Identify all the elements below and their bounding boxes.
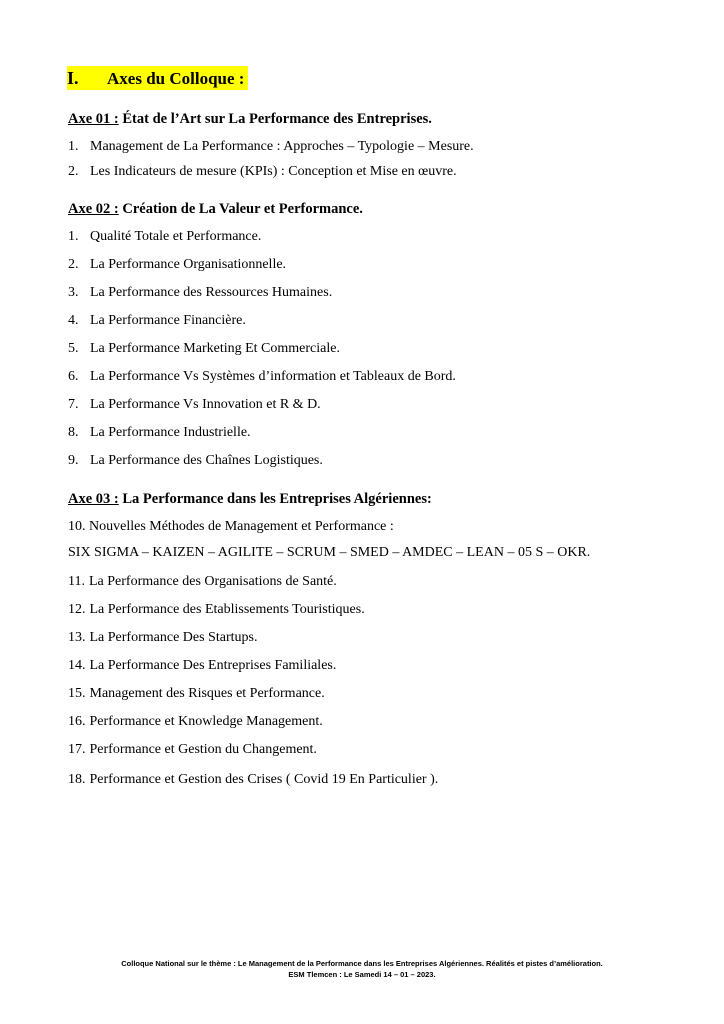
list-item (68, 284, 332, 302)
list-item (68, 424, 251, 442)
list-item (68, 452, 323, 470)
axe-03-intro: 10. Nouvelles Méthodes de Management et Performance : (68, 519, 394, 534)
item-text: Performance et Gestion du Changement. (89, 742, 317, 757)
list-item (68, 163, 457, 181)
list-item (68, 312, 246, 330)
item-number: 1. (68, 139, 79, 154)
list-item (68, 396, 321, 414)
axe-03-label: Axe 03 : (68, 491, 119, 507)
item-number: 15. (68, 686, 86, 701)
item-text: La Performance des Etablissements Touristiques. (89, 602, 365, 617)
item-number: 8. (68, 425, 79, 440)
item-text: La Performance des Ressources Humaines. (90, 285, 333, 300)
item-text: La Performance Vs Systèmes d’information et Tableaux de Bord. (90, 369, 456, 384)
item-number: 5. (68, 341, 79, 356)
item-text: Performance et Gestion des Crises ( Covid 19 En Particulier ). (89, 772, 439, 787)
list-item (68, 256, 286, 274)
list-item (68, 657, 336, 675)
item-text: La Performance des Organisations de Santé. (88, 574, 337, 589)
list-item (68, 228, 261, 246)
item-number: 14. (68, 658, 86, 673)
item-text: La Performance Industrielle. (90, 425, 251, 440)
item-text: La Performance Marketing Et Commerciale. (90, 341, 340, 356)
item-number: 7. (68, 397, 79, 412)
list-item (68, 771, 438, 789)
axe-02-heading: Création de La Valeur et Performance. (122, 201, 363, 217)
page-heading (67, 66, 248, 90)
item-number: 16. (68, 714, 86, 729)
heading-number: I. (67, 68, 79, 88)
axe-01-heading: État de l’Art sur La Performance des Entreprises. (122, 111, 432, 127)
axe-03-methods: SIX SIGMA – KAIZEN – AGILITE – SCRUM – SMED – AMDEC – LEAN – 05 S – OKR. (68, 545, 591, 560)
item-number: 1. (68, 229, 79, 244)
item-text: Les Indicateurs de mesure (KPIs) : Conception et Mise en œuvre. (90, 164, 457, 179)
list-item (68, 368, 456, 386)
item-number: 4. (68, 313, 79, 328)
item-text: Management des Risques et Performance. (89, 686, 325, 701)
item-number: 17. (68, 742, 86, 757)
item-text: La Performance Vs Innovation et R & D. (90, 397, 321, 412)
item-text: Management de La Performance : Approches – Typologie – Mesure. (90, 139, 474, 154)
item-number: 3. (68, 285, 79, 300)
item-text: La Performance des Chaînes Logistiques. (90, 453, 323, 468)
axe-02-label: Axe 02 : (68, 201, 119, 217)
heading-title: Axes du Colloque : (107, 69, 245, 88)
item-text: La Performance Organisationnelle. (90, 257, 287, 272)
item-number: 2. (68, 257, 79, 272)
item-number: 12. (68, 602, 86, 617)
item-number: 18. (68, 772, 86, 787)
list-item (68, 573, 337, 591)
item-text: La Performance Financière. (90, 313, 246, 328)
item-number: 2. (68, 164, 79, 179)
item-text: Qualité Totale et Performance. (90, 229, 262, 244)
item-text: La Performance Des Startups. (89, 630, 258, 645)
list-item (68, 601, 365, 619)
footer-line-1: Colloque National sur le thème : Le Management de la Performance dans les Entreprises Algériennes. Réalités et pistes d’amélioration. (121, 959, 603, 968)
axe-02-title (68, 200, 363, 218)
list-item (68, 138, 474, 156)
list-item (68, 340, 340, 358)
list-item (68, 629, 257, 647)
list-item (68, 713, 323, 731)
item-text: Performance et Knowledge Management. (89, 714, 323, 729)
list-item (68, 685, 325, 703)
axe-03-heading: La Performance dans les Entreprises Algériennes: (122, 491, 432, 507)
item-number: 13. (68, 630, 86, 645)
item-number: 6. (68, 369, 79, 384)
item-text: La Performance Des Entreprises Familiales. (89, 658, 337, 673)
footer-line-2: ESM Tlemcen : Le Samedi 14 – 01 – 2023. (288, 970, 436, 979)
axe-01-label: Axe 01 : (68, 111, 119, 127)
axe-01-title (68, 110, 432, 128)
item-number: 11. (68, 574, 85, 589)
axe-03-title (68, 490, 432, 508)
item-number: 9. (68, 453, 79, 468)
list-item (68, 741, 317, 759)
